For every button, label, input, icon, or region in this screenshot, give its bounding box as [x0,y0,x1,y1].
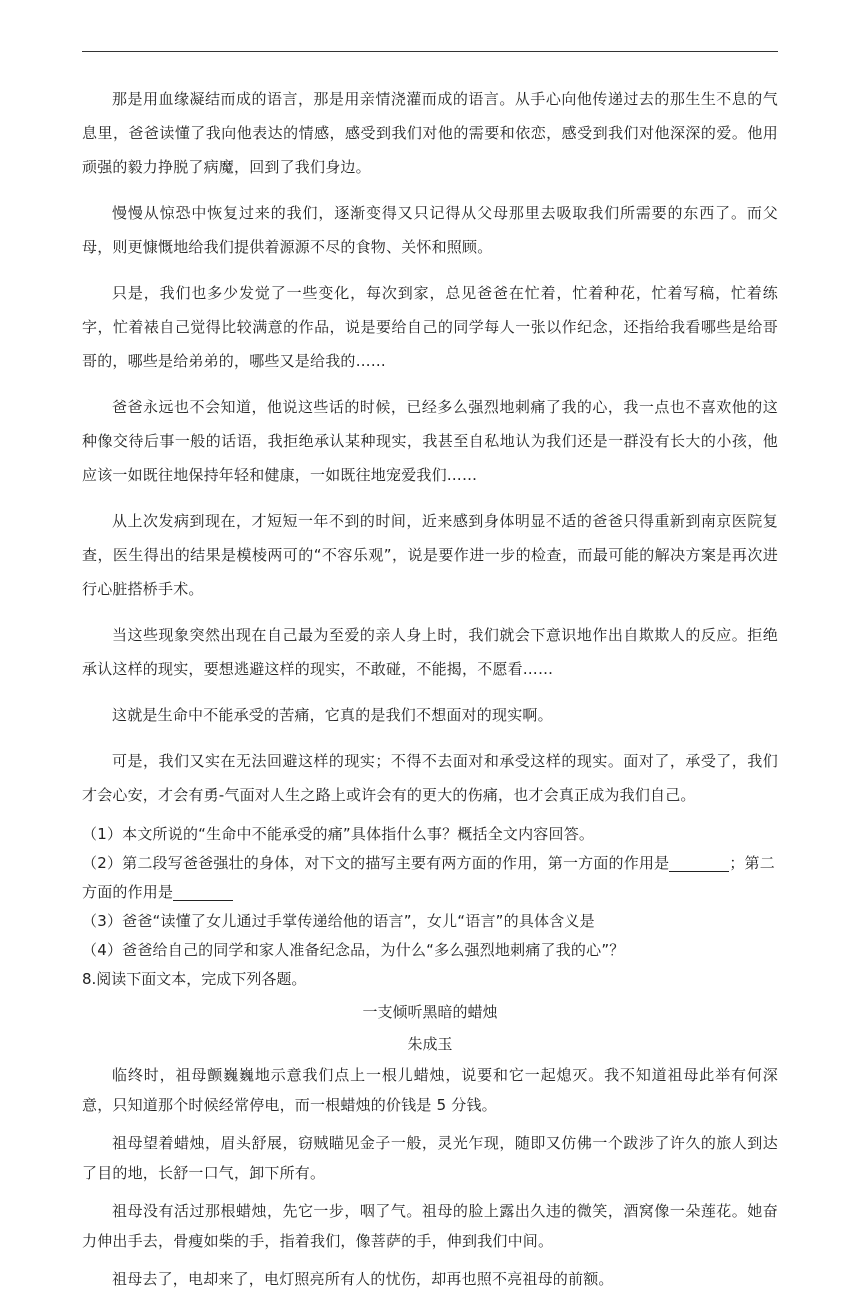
paragraph: 当这些现象突然出现在自己最为至爱的亲人身上时，我们就会下意识地作出自欺欺人的反应。拒绝承认这样的现实，要想逃避这样的现实，不敢碰，不能揭，不愿看…… [82,626,778,678]
answer-blank[interactable] [173,884,233,901]
question-3: （3）爸爸“读懂了女儿通过手掌传递给他的语言”，女儿“语言”的具体含义是 [82,912,595,930]
paragraph: 这就是生命中不能承受的苦痛，它真的是我们不想面对的现实啊。 [112,706,553,724]
paragraph: 可是，我们又实在无法回避这样的现实；不得不去面对和承受这样的现实。面对了，承受了，我们才会心安，才会有勇-气面对人生之路上或许会有的更大的伤痛，也才会真正成为我们自己。 [82,752,778,804]
answer-blank[interactable] [669,855,729,872]
story-paragraph: 祖母去了，电却来了，电灯照亮所有人的忧伤，却再也照不亮祖母的前额。 [112,1270,614,1288]
paragraph: 只是，我们也多少发觉了一些变化，每次到家，总见爸爸在忙着，忙着种花，忙着写稿，忙着练字，忙着裱自己觉得比较满意的作品，说是要给自己的同学每人一张以作纪念，还指给我看哪些是给哥哥的，哪些是给弟弟的，哪些又是给我的…… [82,284,778,370]
question-2-text-b: ；第二方面的作用是 [82,854,775,901]
paragraph: 爸爸永远也不会知道，他说这些话的时候，已经多么强烈地刺痛了我的心，我一点也不喜欢他的这种像交待后事一般的话语，我拒绝承认某种现实，我甚至自私地认为我们还是一群没有长大的小孩，他应该一如既往地保持年轻和健康，一如既往地宠爱我们…… [82,398,778,484]
header-rule [82,51,778,52]
paragraph: 慢慢从惊恐中恢复过来的我们，逐渐变得又只记得从父母那里去吸取我们所需要的东西了。而父母，则更慷慨地给我们提供着源源不尽的食物、关怀和照顾。 [82,204,778,256]
paragraph: 从上次发病到现在，才短短一年不到的时间，近来感到身体明显不适的爸爸只得重新到南京医院复查，医生得出的结果是模棱两可的“不容乐观”，说是要作进一步的检查，而最可能的解决方案是再次进行心脏搭桥手术。 [82,512,778,598]
question-list [82,820,778,965]
question-2 [82,849,778,907]
story-paragraph: 临终时，祖母颤巍巍地示意我们点上一根儿蜡烛，说要和它一起熄灭。我不知道祖母此举有何深意，只知道那个时候经常停电，而一根蜡烛的价钱是 5 分钱。 [82,1066,778,1114]
story-author: 朱成玉 [407,1035,453,1053]
question-2-text-a: （2）第二段写爸爸强壮的身体，对下文的描写主要有两方面的作用，第一方面的作用是 [82,854,670,872]
story-paragraph: 祖母没有活过那根蜡烛，先它一步，咽了气。祖母的脸上露出久违的微笑，酒窝像一朵莲花。她奋力伸出手去，骨瘦如柴的手，指着我们，像菩萨的手，伸到我们中间。 [82,1202,778,1250]
question-1: （1）本文所说的“生命中不能承受的痛”具体指什么事？概括全文内容回答。 [82,825,595,843]
question-4: （4）爸爸给自己的同学和家人准备纪念品，为什么“多么强烈地刺痛了我的心”？ [82,941,625,959]
section-8-heading: 8.阅读下面文本，完成下列各题。 [82,970,307,988]
paragraph: 那是用血缘凝结而成的语言，那是用亲情浇灌而成的语言。从手心向他传递过去的那生生不息的气息里，爸爸读懂了我向他表达的情感，感受到我们对他的需要和依恋，感受到我们对他深深的爱。他用顽强的毅力挣脱了病魔，回到了我们身边。 [82,90,778,176]
story-paragraph: 祖母望着蜡烛，眉头舒展，窃贼瞄见金子一般，灵光乍现，随即又仿佛一个跋涉了许久的旅人到达了目的地，长舒一口气，卸下所有。 [82,1134,778,1182]
story-body [82,1060,778,1294]
story-title: 一支倾听黑暗的蜡烛 [362,1003,498,1021]
document-body [82,82,778,1302]
